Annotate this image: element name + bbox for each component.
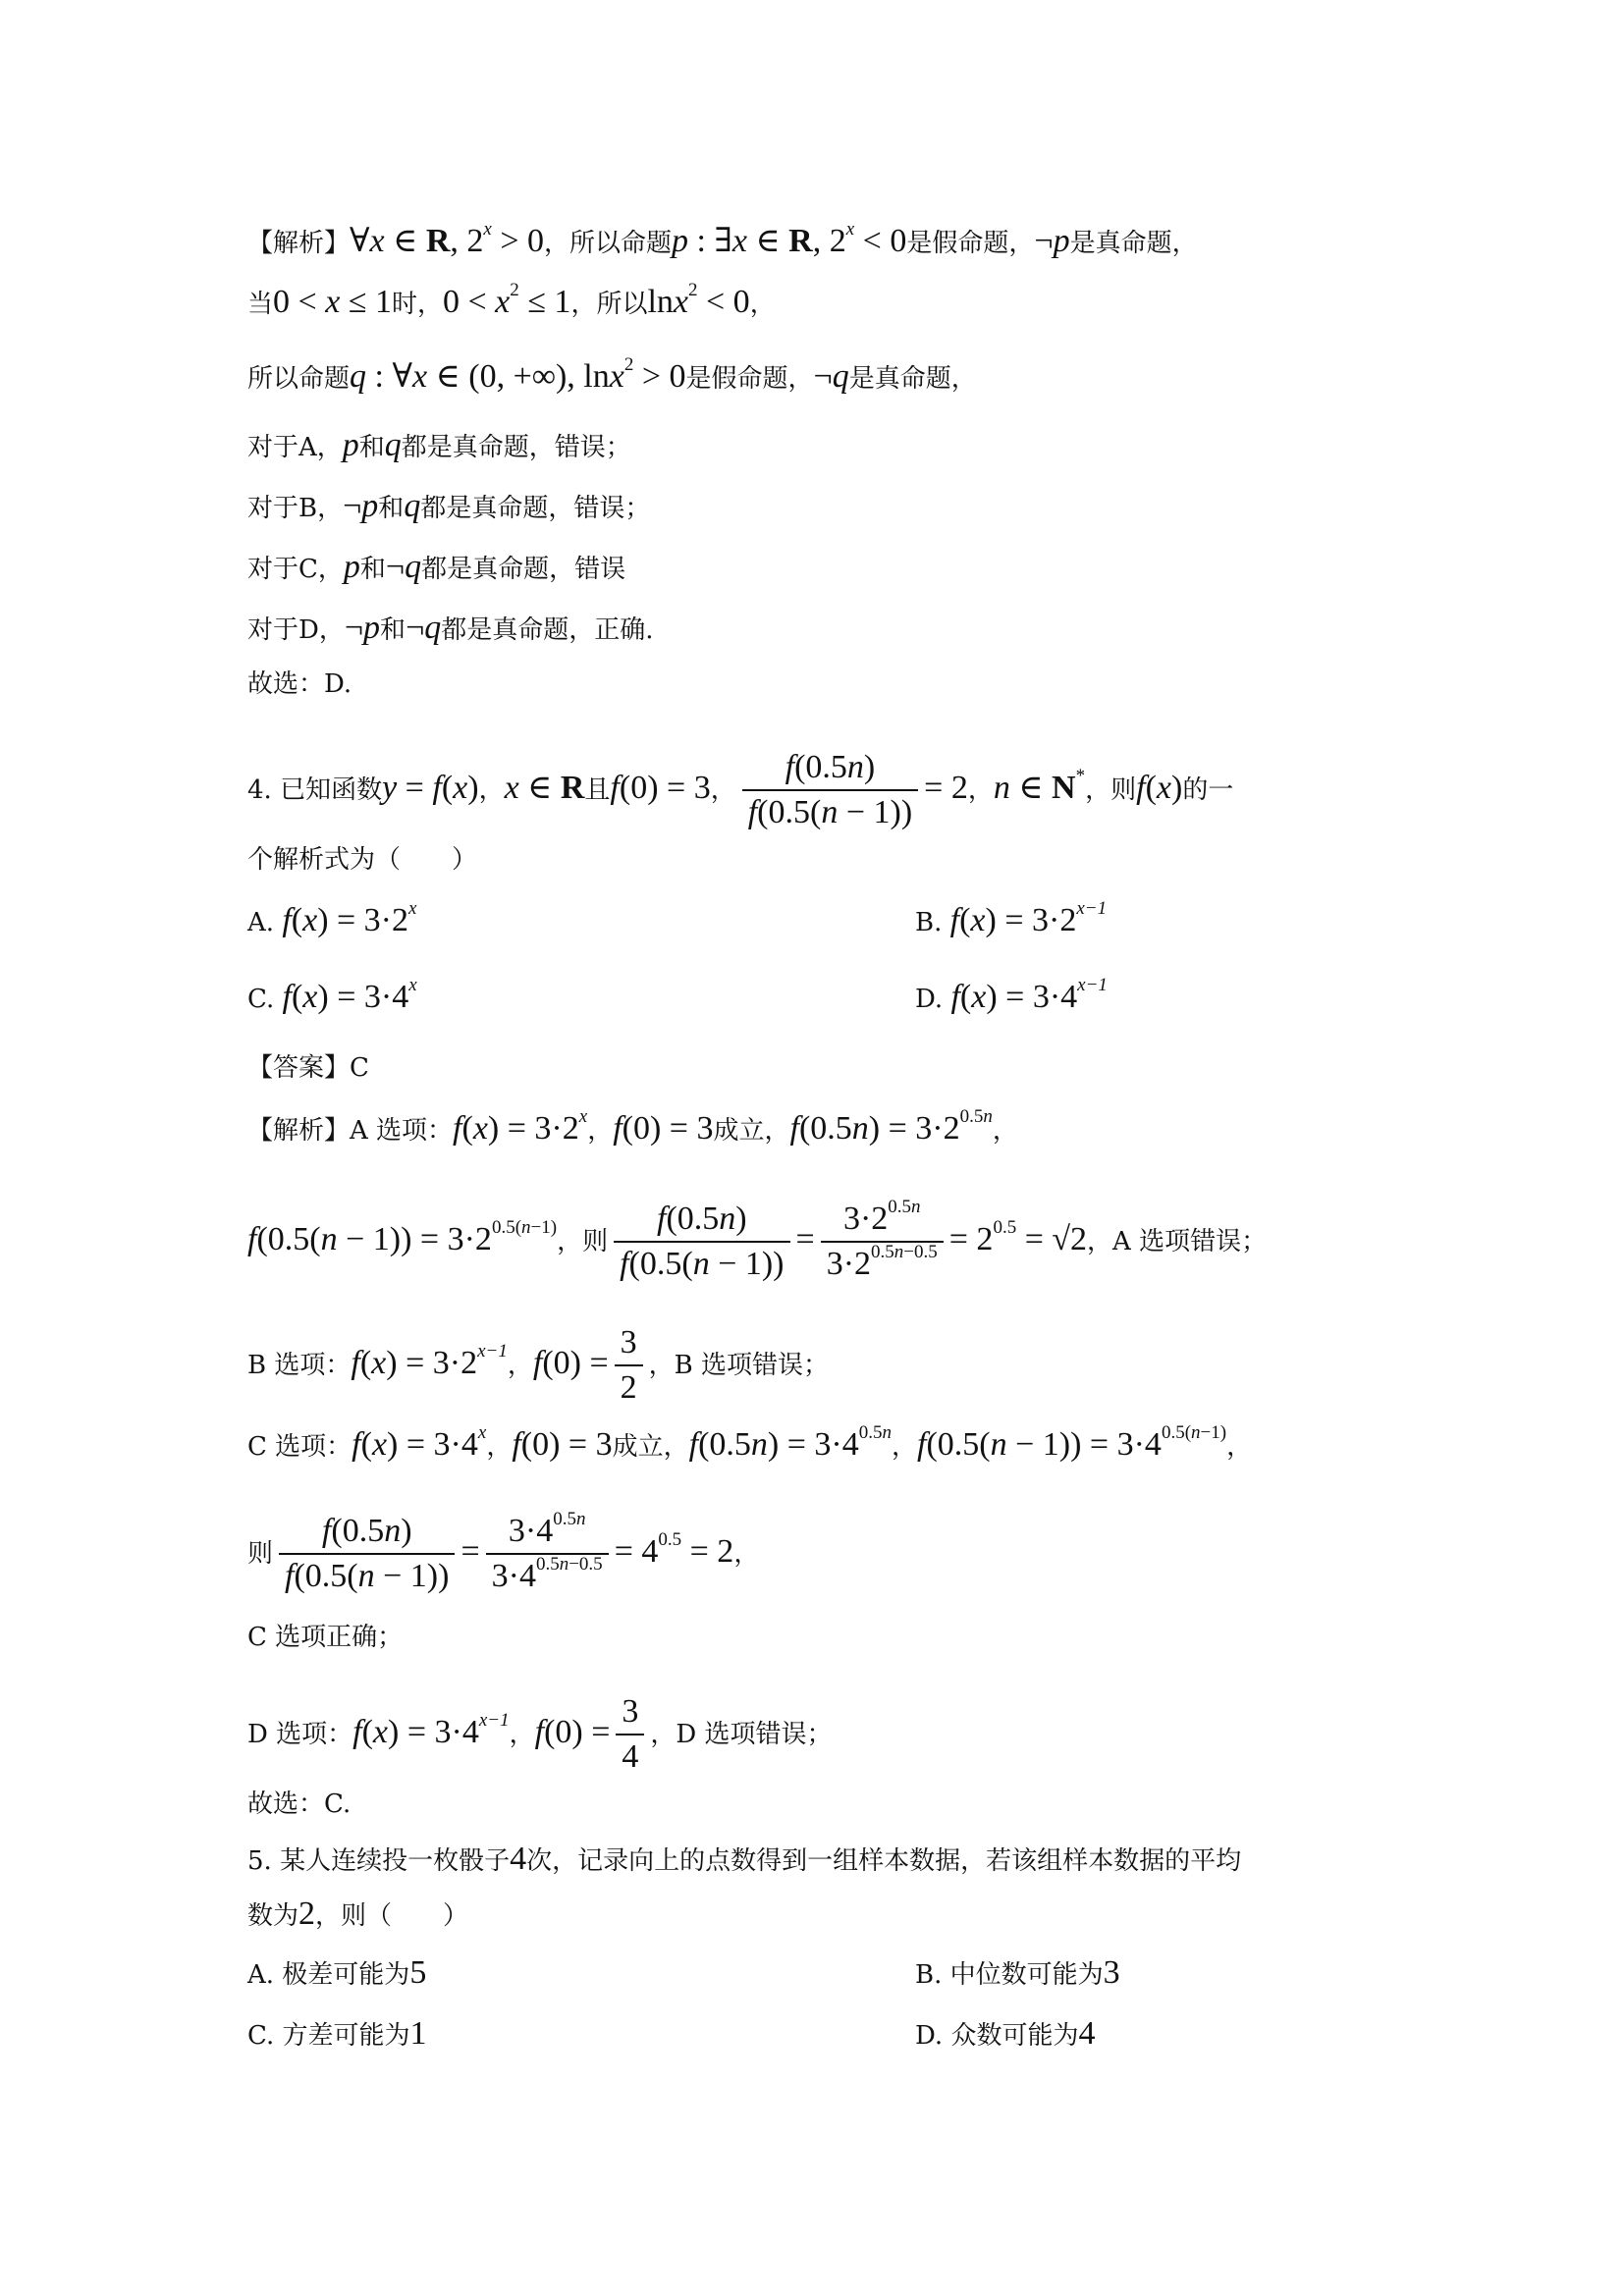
q4-choice-c[interactable]: C. $f(x) = 3\cdot 4^x$ bbox=[247, 974, 417, 1015]
q4-choice-d[interactable]: D. $f(x) = 3\cdot 4^{x-1}$ bbox=[915, 974, 1108, 1015]
q4-line-2: 个解析式为（ ） bbox=[247, 845, 478, 875]
sol4-a-line-1: 【解析】A 选项：$f(x) = 3\cdot 2^x$，f(0) = 3成立，$f(0.5n) = 3\cdot 2^{0.5n}$， bbox=[247, 1105, 1018, 1147]
analysis-heading: 【解析】 bbox=[247, 229, 351, 258]
formula: ¬q bbox=[813, 358, 849, 395]
formula: q : ∀x ∈ (0, +∞), lnx$^2$ > 0 bbox=[350, 353, 686, 395]
q5-line-2: 数为2，则（ ） bbox=[247, 1896, 469, 1932]
fraction: $\frac{f(0.5n)}{f(0.5(n - 1))}$ bbox=[279, 1512, 455, 1596]
sol4-b-line: B 选项：$f(x) = 3\cdot 2^{x-1}$，f(0) = $\frac{3}{2}$ ，B 选项错误； bbox=[247, 1324, 830, 1406]
sol4-c-line-1: C 选项：$f(x) = 3\cdot 4^x$，f(0) = 3成立，$f(0.5n) = 3\cdot 4^{0.5n}$，$f(0.5(n - 1)) = 3\cdot 4^{0.5(n-1)}$， bbox=[247, 1421, 1253, 1463]
q4-choice-b[interactable]: B. $f(x) = 3\cdot 2^{x-1}$ bbox=[915, 897, 1108, 938]
fraction: $\frac{3\cdot 4^{0.5n}}{3\cdot 4^{0.5n-0.5}}$ bbox=[486, 1512, 609, 1596]
sol3-option-c: 对于C，p和¬q都是真命题，错误 bbox=[247, 549, 626, 585]
sol4-c-line-2: 则 $\frac{f(0.5n)}{f(0.5(n - 1))}$ = $\frac{3\cdot 4^{0.5n}}{3\cdot 4^{0.5n-0.5}}$ = $4^{0.5} = 2$， bbox=[247, 1508, 760, 1594]
sol4-d-line: D 选项：$f(x) = 3\cdot 4^{x-1}$，f(0) = $\frac{3}{4}$ ，D 选项错误； bbox=[247, 1693, 833, 1775]
sol3-option-d: 对于D，¬p和¬q都是真命题，正确. bbox=[247, 610, 654, 646]
sol3-option-b: 对于B，¬p和q都是真命题，错误； bbox=[247, 488, 651, 524]
sol4-a-line-2: $f(0.5(n - 1)) = 3\cdot 2^{0.5(n-1)}$，则 $\frac{f(0.5n)}{f(0.5(n - 1))}$ = $\frac{3\cdot 2^{0.5n}}{3\cdot 2^{0.5n-0.5}}$ = $2^{0.5} = √2$，A 选项错误； bbox=[247, 1196, 1268, 1282]
fraction: $\frac{3}{2}$ bbox=[615, 1323, 643, 1408]
sol3-line-2: 当0 < x ≤ 1时，$0 < x^2 \le 1$，所以lnx$^2$ < 0， bbox=[247, 279, 776, 320]
fraction: $\frac{3}{4}$ bbox=[616, 1692, 644, 1777]
q5-choice-c[interactable]: C. 方差可能为1 bbox=[247, 2015, 427, 2052]
q5-choice-a[interactable]: A. 极差可能为5 bbox=[247, 1954, 427, 1991]
formula: lnx$^2$ < 0 bbox=[647, 279, 750, 320]
sol3-option-a: 对于A，p和q都是真命题，错误； bbox=[247, 427, 631, 463]
q4-answer: 【答案】C bbox=[247, 1053, 369, 1083]
q5-choice-b[interactable]: B. 中位数可能为3 bbox=[915, 1954, 1120, 1991]
q5-line-1: 5. 某人连续投一枚骰子4次，记录向上的点数得到一组样本数据，若该组样本数据的平均 bbox=[247, 1841, 1242, 1877]
formula: $0 < x^2 \le 1$ bbox=[442, 279, 571, 320]
fraction: $\frac{3\cdot 2^{0.5n}}{3\cdot 2^{0.5n-0.5}}$ bbox=[821, 1200, 944, 1284]
fraction: $\frac{f(0.5n)}{f(0.5(n - 1))}$ bbox=[742, 748, 918, 832]
q4-choice-a[interactable]: A. $f(x) = 3\cdot 2^x$ bbox=[247, 897, 417, 938]
formula: ∀x ∈ R, $2^x > 0$ bbox=[350, 218, 544, 259]
q5-choice-d[interactable]: D. 众数可能为4 bbox=[915, 2015, 1096, 2052]
formula: p : ∃x ∈ R, $2^x < 0$ bbox=[672, 218, 907, 259]
formula: 0 < x ≤ 1 bbox=[273, 284, 392, 320]
sol4-choice: 故选：C. bbox=[247, 1789, 352, 1819]
sol3-line-1: 【解析】∀x ∈ R, $2^x > 0$，所以命题p : ∃x ∈ R, $2^x < 0$是假命题，¬p是真命题， bbox=[247, 218, 1198, 259]
formula: ¬p bbox=[1034, 223, 1070, 259]
fraction: $\frac{f(0.5n)}{f(0.5(n - 1))}$ bbox=[614, 1200, 789, 1284]
sol4-c-line-3: C 选项正确； bbox=[247, 1623, 404, 1652]
q4-line-1: 4. 已知函数y = f(x)，x ∈ R且f(0) = 3， $\frac{f(0.5n)}{f(0.5(n - 1))}$ = 2，n ∈ N*，则f(x)的一 bbox=[247, 749, 1234, 830]
sol3-choice: 故选：D. bbox=[247, 669, 352, 699]
sol3-line-3: 所以命题q : ∀x ∈ (0, +∞), lnx$^2$ > 0是假命题，¬q是真命题， bbox=[247, 353, 977, 395]
